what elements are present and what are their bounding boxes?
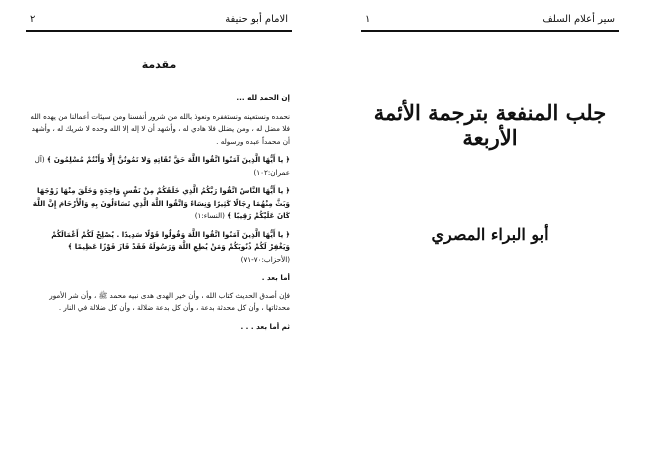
intro-line: إن الحمد لله ... [236,93,290,102]
left-page-body [30,92,290,338]
verse-text: ﴿ يا أَيُّهَا الَّذِينَ آمَنُوا اتَّقُوا اللَّهَ حَقَّ تُقَاتِهِ وَلا تَمُوتُنَّ إِلَّا وَأَنْتُمْ مُسْلِمُونَ ﴾ [47,155,290,164]
verse-text: ﴿ يا أَيُّهَا النَّاسُ اتَّقُوا رَبَّكُمُ الَّذِي خَلَقَكُمْ مِنْ نَفْسٍ وَاحِدَةٍ وَخَلَقَ مِنْهَا زَوْجَهَا وَبَثَّ مِنْهُمَا رِجَالًا كَثِيرًا وَنِسَاءً وَاتَّقُوا اللَّهَ الَّذِي تَسَاءَلُونَ بِهِ وَالْأَرْحَامَ إِنَّ اللَّهَ كَانَ عَلَيْكُمْ رَقِيبًا ﴾ [32,186,290,220]
right-page [325,0,650,459]
paragraph: نحمده ونستعينه ونستغفره ونعوذ بالله من شرور أنفسنا ومن سيئات أعمالنا من يهده الله فلا مضل له ، ومن يضلل فلا هادي له ، وأشهد أن لا إله إلا الله وحده لا شريك له ، وأشهد أن محمداً عبده ورسوله . [30,111,290,146]
right-page-header [361,12,619,32]
left-page-header [26,12,292,32]
verse-reference: (آل عمران:١٠٢) [34,155,290,177]
verse-block [30,185,290,223]
verse-block [30,229,290,267]
book-author: أبو البراء المصري [431,225,549,244]
paragraph: فإن أصدق الحديث كتاب الله ، وأن خير الهدى هدى نبيه محمد ﷺ ، وأن شر الأمور محدثاتها ، وأن كل محدثة بدعة ، وأن كل بدعة ضلالة ، وأن كل ضلالة في النار . [49,290,290,312]
running-title: الامام أبو حنيفة [225,14,288,25]
verse-reference: (النساء:١) [194,211,225,220]
page-number: ٢ [30,14,36,25]
book-title: جلب المنفعة بترجمة الأئمة الأربعة [373,100,607,150]
verse-text: ﴿ يا أَيُّهَا الَّذِينَ آمَنُوا اتَّقُوا اللَّهَ وَقُولُوا قَوْلًا سَدِيدًا . يُصْلِحْ لَكُمْ أَعْمَالَكُمْ وَيَغْفِرْ لَكُمْ ذُنُوبَكُمْ وَمَنْ يُطِعِ اللَّهَ وَرَسُولَهُ فَقَدْ فَازَ فَوْزًا عَظِيمًا ﴾ [51,229,290,251]
page-number: ١ [365,14,371,25]
verse-block [30,154,290,179]
section-title: مقدمة [141,58,177,71]
running-title: سير أعلام السلف [542,14,615,25]
subheading: ثم أما بعد . . . [240,321,290,331]
subheading: أما بعد . [261,273,290,282]
verse-reference: (الأحزاب:٧٠-٧١) [240,254,290,264]
